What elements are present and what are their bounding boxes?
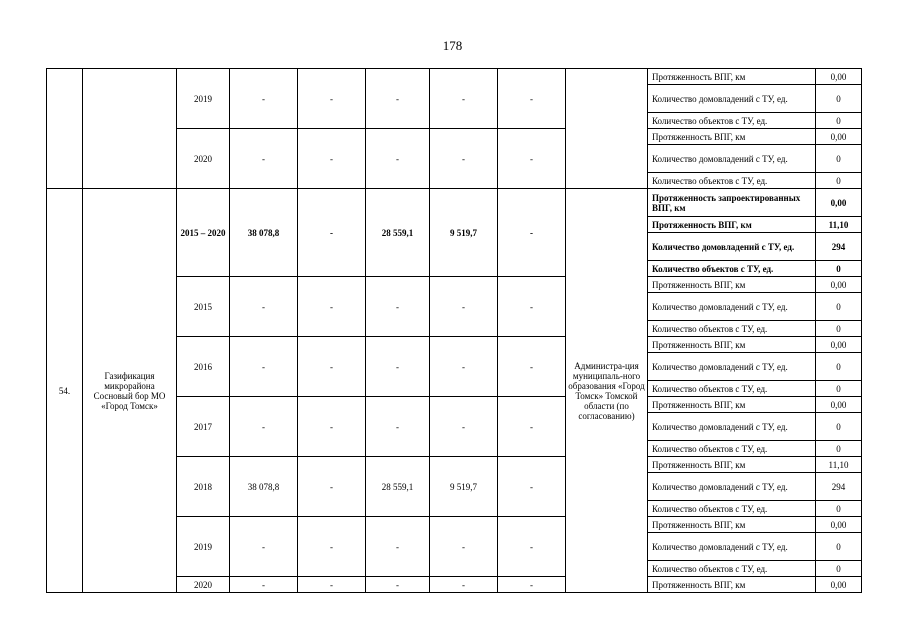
year-cell: 2019 [177, 517, 230, 577]
indicator-label: Количество объектов с ТУ, ед. [648, 561, 816, 577]
indicator-value: 0,00 [816, 129, 862, 145]
indicator-label: Количество объектов с ТУ, ед. [648, 261, 816, 277]
table-row [47, 189, 862, 217]
indicator-label: Количество объектов с ТУ, ед. [648, 441, 816, 457]
value-cell: - [498, 189, 566, 277]
value-cell: - [498, 577, 566, 593]
value-cell: 28 559,1 [366, 457, 430, 517]
indicator-label: Количество объектов с ТУ, ед. [648, 501, 816, 517]
program-table [46, 68, 862, 593]
indicator-value: 0,00 [816, 189, 862, 217]
value-cell: - [298, 517, 366, 577]
value-cell: 38 078,8 [230, 457, 298, 517]
year-cell: 2020 [177, 129, 230, 189]
value-cell: - [498, 397, 566, 457]
value-cell: - [230, 577, 298, 593]
indicator-label: Количество домовладений с ТУ, ед. [648, 413, 816, 441]
prev-number-cell [47, 69, 83, 189]
indicator-value: 0 [816, 533, 862, 561]
indicator-value: 0,00 [816, 337, 862, 353]
indicator-label: Количество домовладений с ТУ, ед. [648, 293, 816, 321]
value-cell: - [298, 129, 366, 189]
page-number: 178 [442, 38, 463, 53]
indicator-value: 0,00 [816, 397, 862, 413]
prev-executor-cell [566, 69, 648, 189]
year-cell: 2017 [177, 397, 230, 457]
indicator-label: Протяженность ВПГ, км [648, 69, 816, 85]
indicator-value: 0 [816, 321, 862, 337]
indicator-label: Протяженность ВПГ, км [648, 129, 816, 145]
value-cell: - [430, 397, 498, 457]
indicator-label: Количество объектов с ТУ, ед. [648, 113, 816, 129]
indicator-label: Протяженность ВПГ, км [648, 517, 816, 533]
value-cell: - [298, 397, 366, 457]
year-cell: 2018 [177, 457, 230, 517]
year-cell: 2019 [177, 69, 230, 129]
indicator-value: 0 [816, 413, 862, 441]
indicator-value: 0 [816, 441, 862, 457]
value-cell: - [498, 129, 566, 189]
value-cell: - [430, 337, 498, 397]
value-cell: - [298, 457, 366, 517]
value-cell: - [230, 517, 298, 577]
value-cell: - [498, 517, 566, 577]
value-cell: - [298, 577, 366, 593]
indicator-value: 0 [816, 173, 862, 189]
value-cell: - [498, 337, 566, 397]
indicator-label: Протяженность ВПГ, км [648, 217, 816, 233]
indicator-value: 294 [816, 233, 862, 261]
value-cell: - [298, 277, 366, 337]
indicator-label: Протяженность запроектированных ВПГ, км [648, 189, 816, 217]
indicator-value: 0 [816, 353, 862, 381]
indicator-value: 11,10 [816, 217, 862, 233]
indicator-label: Количество домовладений с ТУ, ед. [648, 353, 816, 381]
indicator-label: Количество домовладений с ТУ, ед. [648, 533, 816, 561]
indicator-label: Количество домовладений с ТУ, ед. [648, 473, 816, 501]
value-cell: - [430, 577, 498, 593]
value-cell: - [366, 517, 430, 577]
value-cell: 38 078,8 [230, 189, 298, 277]
value-cell: 9 519,7 [430, 189, 498, 277]
indicator-value: 0 [816, 561, 862, 577]
indicator-label: Количество домовладений с ТУ, ед. [648, 85, 816, 113]
indicator-value: 11,10 [816, 457, 862, 473]
value-cell: - [298, 189, 366, 277]
indicator-label: Количество домовладений с ТУ, ед. [648, 233, 816, 261]
indicator-value: 0 [816, 293, 862, 321]
indicator-label: Протяженность ВПГ, км [648, 457, 816, 473]
indicator-label: Протяженность ВПГ, км [648, 337, 816, 353]
value-cell: - [366, 397, 430, 457]
indicator-value: 0 [816, 501, 862, 517]
indicator-value: 0 [816, 381, 862, 397]
indicator-value: 0,00 [816, 277, 862, 293]
year-cell: 2015 – 2020 [177, 189, 230, 277]
value-cell: - [230, 69, 298, 129]
value-cell: - [430, 129, 498, 189]
year-cell: 2015 [177, 277, 230, 337]
indicator-value: 0 [816, 145, 862, 173]
indicator-label: Количество домовладений с ТУ, ед. [648, 145, 816, 173]
indicator-value: 0,00 [816, 517, 862, 533]
value-cell: - [230, 337, 298, 397]
value-cell: - [366, 129, 430, 189]
year-cell: 2020 [177, 577, 230, 593]
indicator-label: Количество объектов с ТУ, ед. [648, 381, 816, 397]
indicator-value: 0 [816, 261, 862, 277]
indicator-label: Протяженность ВПГ, км [648, 397, 816, 413]
year-cell: 2016 [177, 337, 230, 397]
value-cell: - [430, 517, 498, 577]
item-name: Газификация микрорайона Сосновый бор МО «Город Томск» [83, 189, 177, 593]
value-cell: - [498, 277, 566, 337]
value-cell: - [430, 69, 498, 129]
prev-name-cell [83, 69, 177, 189]
indicator-value: 0 [816, 113, 862, 129]
indicator-label: Протяженность ВПГ, км [648, 277, 816, 293]
value-cell: - [366, 69, 430, 129]
value-cell: - [366, 277, 430, 337]
indicator-value: 0,00 [816, 577, 862, 593]
value-cell: - [366, 337, 430, 397]
indicator-label: Количество объектов с ТУ, ед. [648, 173, 816, 189]
indicator-value: 0 [816, 85, 862, 113]
indicator-value: 0,00 [816, 69, 862, 85]
table-row [47, 69, 862, 85]
item-number: 54. [47, 189, 83, 593]
value-cell: 9 519,7 [430, 457, 498, 517]
item-executor: Администра-ция муниципаль-ного образования «Город Томск» Томской области (по согласованию) [566, 189, 648, 593]
value-cell: - [366, 577, 430, 593]
value-cell: - [498, 69, 566, 129]
value-cell: - [430, 277, 498, 337]
value-cell: - [230, 397, 298, 457]
indicator-value: 294 [816, 473, 862, 501]
value-cell: - [498, 457, 566, 517]
indicator-label: Протяженность ВПГ, км [648, 577, 816, 593]
value-cell: 28 559,1 [366, 189, 430, 277]
value-cell: - [230, 129, 298, 189]
value-cell: - [298, 69, 366, 129]
value-cell: - [230, 277, 298, 337]
indicator-label: Количество объектов с ТУ, ед. [648, 321, 816, 337]
value-cell: - [298, 337, 366, 397]
